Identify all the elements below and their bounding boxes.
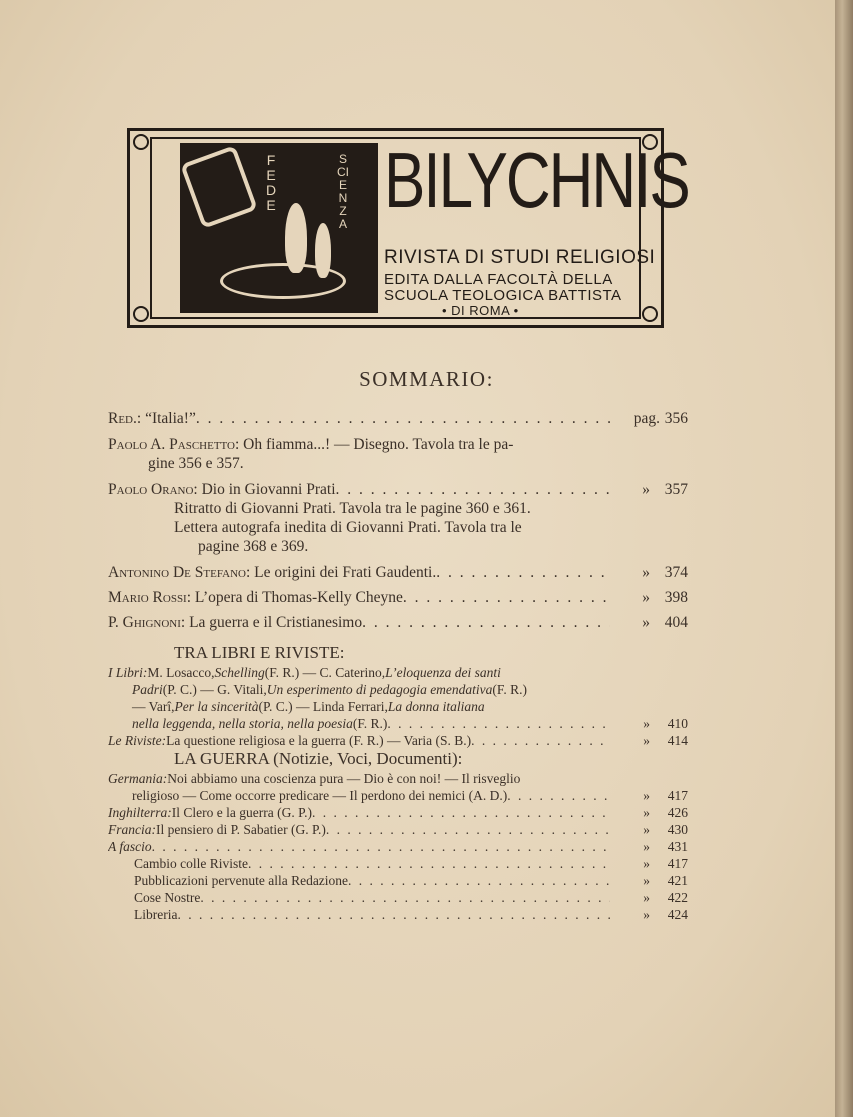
section-heading: LA GUERRA (Notizie, Voci, Documenti): <box>174 749 463 768</box>
entry-page: 431 <box>667 839 688 854</box>
entry-text: (P. C.) — Linda Ferrari, <box>258 699 388 714</box>
ornament-icon <box>133 306 149 322</box>
entry-marker: » <box>642 564 650 581</box>
lantern-icon <box>180 145 258 229</box>
entry-author: Paolo A. Paschetto <box>108 436 235 453</box>
entry-page: 414 <box>667 733 688 748</box>
entry-author: Mario Rossi <box>108 589 187 606</box>
toc-main <box>108 410 688 633</box>
toc-entry <box>108 436 688 474</box>
toc-guerra <box>108 749 688 924</box>
entry-title: : L’opera di Thomas-Kelly Cheyne <box>186 589 403 606</box>
entry-sub: Ritratto di Giovanni Prati. Tavola tra le pagine 360 e 361. <box>174 500 531 517</box>
entry-title: : Le origini dei Frati Gaudenti. <box>245 564 437 581</box>
toc-entry-riviste <box>108 733 688 750</box>
toc-entry <box>108 839 688 856</box>
entry-author: Paolo Orano <box>108 481 194 498</box>
entry-continuation: gine 356 e 357. <box>148 455 244 472</box>
entry-marker: » <box>643 839 650 854</box>
logo-title: BILYCHNIS <box>384 138 689 225</box>
logo-line3: SCUOLA TEOLOGICA BATTISTA <box>384 287 622 304</box>
page-edge <box>835 0 853 1117</box>
entry-label: Germania: <box>108 771 168 786</box>
ornament-icon <box>642 306 658 322</box>
toc-entry <box>108 771 688 805</box>
entry-sub: Lettera autografa inedita di Giovanni Prati. Tavola tra le <box>174 519 522 536</box>
book-title: Per la sincerità <box>174 699 259 714</box>
toc-entry <box>108 481 688 557</box>
entry-page: 430 <box>667 822 688 837</box>
toc-entry-libri <box>108 665 688 733</box>
entry-title: : “Italia!” <box>136 410 196 427</box>
entry-label: Francia: <box>108 822 156 837</box>
entry-text: (F. R.) — C. Caterino, <box>264 665 386 680</box>
entry-marker: » <box>643 733 650 748</box>
entry-text: M. Losacco, <box>147 665 215 680</box>
entry-marker: » <box>643 822 650 837</box>
entry-text: Il pensiero di P. Sabatier (G. P.) <box>156 822 326 837</box>
entry-title: : La guerra e il Cristianesimo <box>180 614 363 631</box>
entry-text: Cose Nostre <box>134 890 201 905</box>
entry-title: : Dio in Giovanni Prati <box>193 481 336 498</box>
entry-text: Pubblicazioni pervenute alla Redazione <box>134 873 349 888</box>
entry-text: Cambio colle Riviste <box>134 856 248 871</box>
entry-marker: » <box>643 890 650 905</box>
toc-entry <box>108 822 688 839</box>
logo-illustration <box>180 143 378 313</box>
toc-entry <box>108 907 688 924</box>
entry-text: La questione religiosa e la guerra (F. R.) — Varia (S. B.) <box>166 733 472 748</box>
lamp-icon <box>220 263 346 299</box>
entry-text: (P. C.) — G. Vitali, <box>162 682 267 697</box>
toc-entry <box>108 564 688 583</box>
entry-author: P. Ghignoni <box>108 614 181 631</box>
entry-marker: » <box>642 481 650 498</box>
toc-entry <box>108 890 688 907</box>
entry-page: 357 <box>664 481 688 498</box>
entry-page: 424 <box>667 907 688 922</box>
entry-marker: pag. <box>633 410 660 427</box>
entry-page: 410 <box>667 716 688 731</box>
entry-label: Inghilterra: <box>108 805 172 820</box>
book-title: La donna italiana <box>387 699 485 714</box>
toc-entry <box>108 410 688 429</box>
ornament-icon <box>642 134 658 150</box>
entry-page: 421 <box>667 873 688 888</box>
entry-page: 417 <box>667 856 688 871</box>
entry-title: : Oh fiamma...! — Disegno. Tavola tra le pa- <box>235 436 514 453</box>
toc-entry <box>108 805 688 822</box>
entry-label: I Libri: <box>108 665 148 680</box>
entry-marker: » <box>643 873 650 888</box>
entry-text: Noi abbiamo una coscienza pura — Dio è con noi! — Il risveglio <box>167 771 521 786</box>
entry-marker: » <box>642 614 650 631</box>
logo-subtitle: RIVISTA DI STUDI RELIGIOSI <box>384 247 656 268</box>
entry-label: Le Riviste: <box>108 733 167 748</box>
entry-marker: » <box>643 856 650 871</box>
entry-page: 404 <box>664 614 688 631</box>
toc-entry <box>108 856 688 873</box>
book-title: L’eloquenza dei santi <box>385 665 501 680</box>
book-title: Schelling <box>214 665 265 680</box>
logo-line2: EDITA DALLA FACOLTÀ DELLA <box>384 271 613 288</box>
entry-page: 398 <box>664 589 688 606</box>
entry-text: Il Clero e la guerra (G. P.) <box>171 805 312 820</box>
logo-frame <box>150 137 689 319</box>
toc-entry <box>108 873 688 890</box>
entry-text: (F. R.) <box>352 716 388 731</box>
book-title: Un esperimento di pedagogia emendativa <box>266 682 493 697</box>
entry-page: 417 <box>667 788 688 803</box>
toc-entry <box>108 614 688 633</box>
toc-libri-riviste <box>108 643 688 750</box>
entry-marker: » <box>643 805 650 820</box>
masthead-logo <box>127 128 689 328</box>
motto-scienza: SCIENZA <box>337 152 349 231</box>
motto-fede: FEDE <box>265 152 277 213</box>
entry-author: Antonino De Stefano <box>108 564 246 581</box>
ornament-icon <box>133 134 149 150</box>
entry-sub: pagine 368 e 369. <box>198 538 309 555</box>
entry-text: (F. R.) <box>492 682 527 697</box>
page-title: SOMMARIO: <box>359 367 494 391</box>
toc-entry <box>108 589 688 608</box>
entry-text: Libreria <box>134 907 178 922</box>
entry-marker: » <box>643 907 650 922</box>
entry-page: 426 <box>667 805 688 820</box>
entry-marker: » <box>642 589 650 606</box>
section-heading: TRA LIBRI E RIVISTE: <box>174 643 345 662</box>
logo-line4: • DI ROMA • <box>442 303 519 318</box>
entry-page: 374 <box>664 564 688 581</box>
book-title: nella leggenda, nella storia, nella poesia <box>132 716 353 731</box>
book-title: Padri <box>132 682 163 697</box>
entry-text: — Varî, <box>132 699 175 714</box>
entry-marker: » <box>643 788 650 803</box>
entry-page: 356 <box>664 410 688 427</box>
entry-marker: » <box>643 716 650 731</box>
entry-text: religioso — Come occorre predicare — Il perdono dei nemici (A. D.) <box>132 788 508 803</box>
entry-page: 422 <box>667 890 688 905</box>
entry-label: A fascio <box>108 839 152 854</box>
entry-author: Red. <box>108 410 137 427</box>
